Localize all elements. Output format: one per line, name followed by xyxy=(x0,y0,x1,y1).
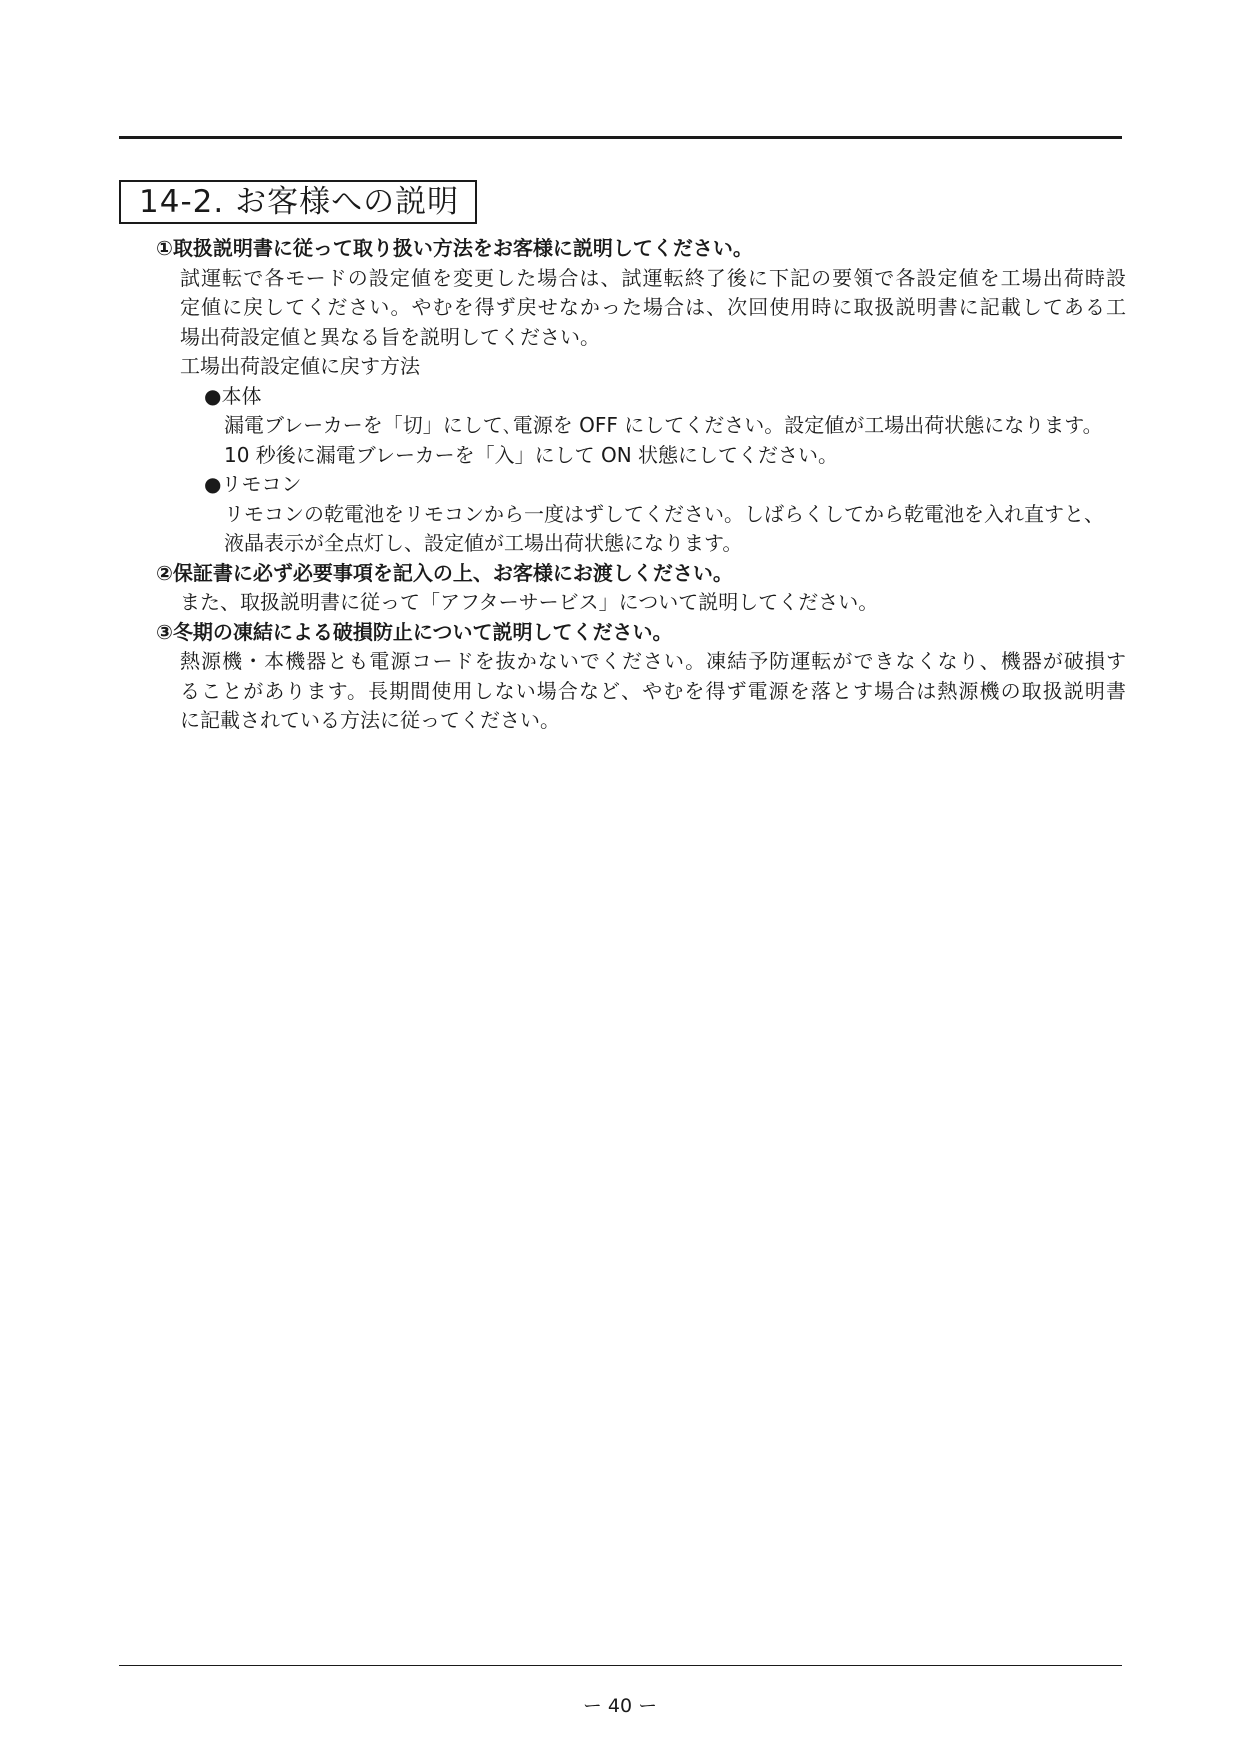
bottom-divider xyxy=(119,1665,1122,1666)
page-number: ー 40 ー xyxy=(582,1695,658,1717)
top-divider xyxy=(119,136,1122,139)
item-heading-3: ③冬期の凍結による破損防止について説明してください。 xyxy=(156,619,673,644)
item-3-body-line-1: 熱源機・本機器とも電源コードを抜かないでください。凍結予防運転ができなくなり、機器が破損す xyxy=(180,649,1126,673)
item-heading-2: ②保証書に必ず必要事項を記入の上、お客様にお渡しください。 xyxy=(156,560,733,585)
item-1-subheading: 工場出荷設定値に戻す方法 xyxy=(180,354,420,378)
bullet-remote-label: ●リモコン xyxy=(204,472,302,496)
item-1-body-line-3: 場出荷設定値と異なる旨を説明してください。 xyxy=(180,324,600,349)
item-heading-1: ①取扱説明書に従って取り扱い方法をお客様に説明してください。 xyxy=(156,236,753,260)
item-1-body-line-2: 定値に戻してください。やむを得ず戻せなかった場合は、次回使用時に取扱説明書に記載してある工 xyxy=(180,295,1126,319)
section-title: 14-2. お客様への説明 xyxy=(119,180,477,224)
bullet-main-unit-line-2: 10 秒後に漏電ブレーカーを「入」にして ON 状態にしてください。 xyxy=(224,442,839,467)
item-2-body-line-1: また、取扱説明書に従って「アフターサービス」について説明してください。 xyxy=(180,590,879,614)
item-1-body-line-1: 試運転で各モードの設定値を変更した場合は、試運転終了後に下記の要領で各設定値を工場出荷時設 xyxy=(180,265,1126,290)
bullet-main-unit-line-1: 漏電ブレーカーを「切」にして､電源を OFF にしてください。設定値が工場出荷状態になります。 xyxy=(224,413,1103,437)
bullet-remote-line-2: 液晶表示が全点灯し、設定値が工場出荷状態になります。 xyxy=(224,531,743,555)
bullet-main-unit-label: ●本体 xyxy=(204,383,262,408)
item-3-body-line-3: に記載されている方法に従ってください。 xyxy=(180,708,560,732)
item-3-body-line-2: ることがあります。長期間使用しない場合など、やむを得ず電源を落とす場合は熱源機の取扱説明書 xyxy=(180,678,1126,703)
section-content xyxy=(156,234,1126,736)
bullet-remote-line-1: リモコンの乾電池をリモコンから一度はずしてください。しばらくしてから乾電池を入れ直すと、 xyxy=(224,501,1104,526)
